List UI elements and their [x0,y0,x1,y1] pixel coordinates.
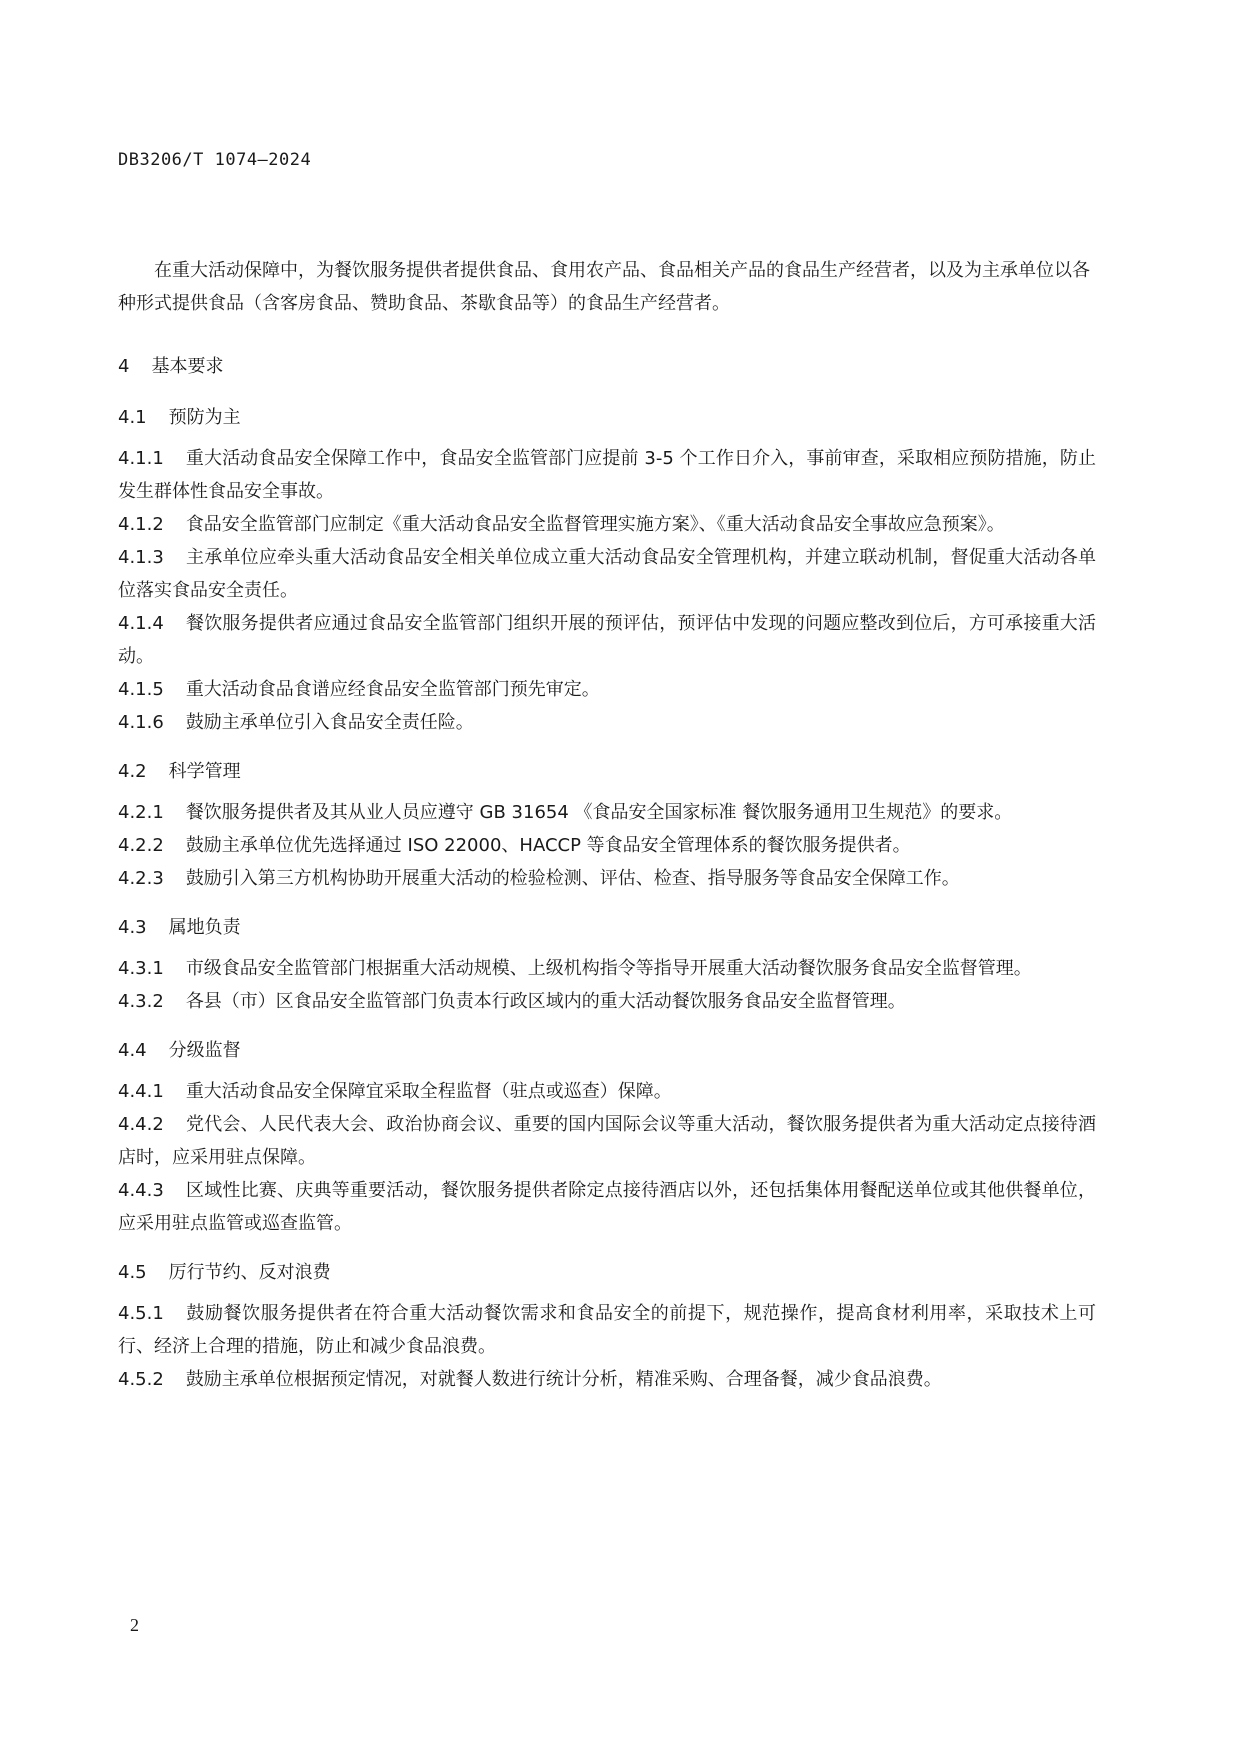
clause-4-4-3 [118,1174,1096,1240]
clause-text: 鼓励餐饮服务提供者在符合重大活动餐饮需求和食品安全的前提下，规范操作，提高食材利用率，采取技术上可行、经济上合理的措施，防止和减少食品浪费。 [118,1303,1096,1357]
clause-text: 餐饮服务提供者应通过食品安全监管部门组织开展的预评估，预评估中发现的问题应整改到位后，方可承接重大活动。 [118,613,1096,667]
subsection-4-3-heading [118,911,1096,944]
document-code: DB3206/T 1074—2024 [118,150,312,170]
clause-text: 重大活动食品食谱应经食品安全监管部门预先审定。 [185,679,600,700]
clause-number: 4.2.2 [118,835,164,856]
clause-number: 4.4.3 [118,1180,164,1201]
clause-4-5-2 [118,1363,1096,1396]
clause-number: 4.2.1 [118,802,164,823]
clause-4-4-1 [118,1075,1096,1108]
clause-text: 鼓励主承单位引入食品安全责任险。 [185,712,474,733]
clause-4-2-3 [118,862,1096,895]
clause-number: 4.1.1 [118,448,164,469]
clause-4-1-6 [118,706,1096,739]
clause-number: 4.1.4 [118,613,164,634]
clause-number: 4.1.3 [118,547,164,568]
intro-paragraph: 在重大活动保障中，为餐饮服务提供者提供食品、食用农产品、食品相关产品的食品生产经营者，以及为主承单位以各种形式提供食品（含客房食品、赞助食品、茶歇食品等）的食品生产经营者。 [118,260,1090,314]
subsection-4-5-heading [118,1256,1096,1289]
clause-text: 食品安全监管部门应制定《重大活动食品安全监督管理实施方案》、《重大活动食品安全事故应急预案》。 [185,514,1005,535]
subsection-title: 厉行节约、反对浪费 [168,1262,331,1283]
clause-text: 各县（市）区食品安全监管部门负责本行政区域内的重大活动餐饮服务食品安全监督管理。 [185,991,906,1012]
page-number: 2 [130,1615,139,1635]
clause-4-1-5 [118,673,1096,706]
subsection-title: 科学管理 [168,761,241,782]
subsection-number: 4.3 [118,917,147,938]
clause-number: 4.1.5 [118,679,164,700]
clause-number: 4.5.1 [118,1303,164,1324]
clause-4-1-3 [118,541,1096,607]
clause-number: 4.2.3 [118,868,164,889]
clause-text: 主承单位应牵头重大活动食品安全相关单位成立重大活动食品安全管理机构，并建立联动机制，督促重大活动各单位落实食品安全责任。 [118,547,1096,601]
section-number: 4 [118,356,130,377]
subsection-number: 4.5 [118,1262,147,1283]
clause-4-3-2 [118,985,1096,1018]
subsection-4-1-heading [118,401,1096,434]
clause-4-1-1 [118,442,1096,508]
section-title: 基本要求 [151,356,224,377]
subsection-title: 预防为主 [168,407,241,428]
clause-text: 鼓励引入第三方机构协助开展重大活动的检验检测、评估、检查、指导服务等食品安全保障工作。 [185,868,960,889]
clause-number: 4.5.2 [118,1369,164,1390]
clause-number: 4.4.1 [118,1081,164,1102]
subsection-title: 属地负责 [168,917,241,938]
clause-4-1-4 [118,607,1096,673]
clause-text: 餐饮服务提供者及其从业人员应遵守 GB 31654 《食品安全国家标准 餐饮服务通用卫生规范》的要求。 [185,802,1013,823]
clause-4-4-2 [118,1108,1096,1174]
clause-text: 重大活动食品安全保障宜采取全程监督（驻点或巡查）保障。 [185,1081,672,1102]
clause-4-2-2 [118,829,1096,862]
clause-text: 党代会、人民代表大会、政治协商会议、重要的国内国际会议等重大活动，餐饮服务提供者为重大活动定点接待酒店时，应采用驻点保障。 [118,1114,1096,1168]
subsection-number: 4.4 [118,1040,147,1061]
clause-number: 4.1.6 [118,712,164,733]
clause-number: 4.3.1 [118,958,164,979]
clause-text: 市级食品安全监管部门根据重大活动规模、上级机构指令等指导开展重大活动餐饮服务食品安全监督管理。 [185,958,1032,979]
clause-number: 4.4.2 [118,1114,164,1135]
clause-number: 4.1.2 [118,514,164,535]
clause-number: 4.3.2 [118,991,164,1012]
clause-4-1-2 [118,508,1096,541]
clause-4-5-1 [118,1297,1096,1363]
section-4-heading [118,350,1096,383]
clause-text: 区域性比赛、庆典等重要活动，餐饮服务提供者除定点接待酒店以外，还包括集体用餐配送单位或其他供餐单位，应采用驻点监管或巡查监管。 [118,1180,1096,1234]
document-body [118,254,1096,1396]
subsection-number: 4.2 [118,761,147,782]
clause-text: 鼓励主承单位优先选择通过 ISO 22000、HACCP 等食品安全管理体系的餐饮服务提供者。 [185,835,911,856]
subsection-title: 分级监督 [168,1040,241,1061]
clause-4-3-1 [118,952,1096,985]
clause-text: 重大活动食品安全保障工作中，食品安全监管部门应提前 3-5 个工作日介入，事前审查，采取相应预防措施，防止发生群体性食品安全事故。 [118,448,1096,502]
subsection-4-2-heading [118,755,1096,788]
subsection-number: 4.1 [118,407,147,428]
subsection-4-4-heading [118,1034,1096,1067]
clause-text: 鼓励主承单位根据预定情况，对就餐人数进行统计分析，精准采购、合理备餐，减少食品浪费。 [185,1369,942,1390]
clause-4-2-1 [118,796,1096,829]
